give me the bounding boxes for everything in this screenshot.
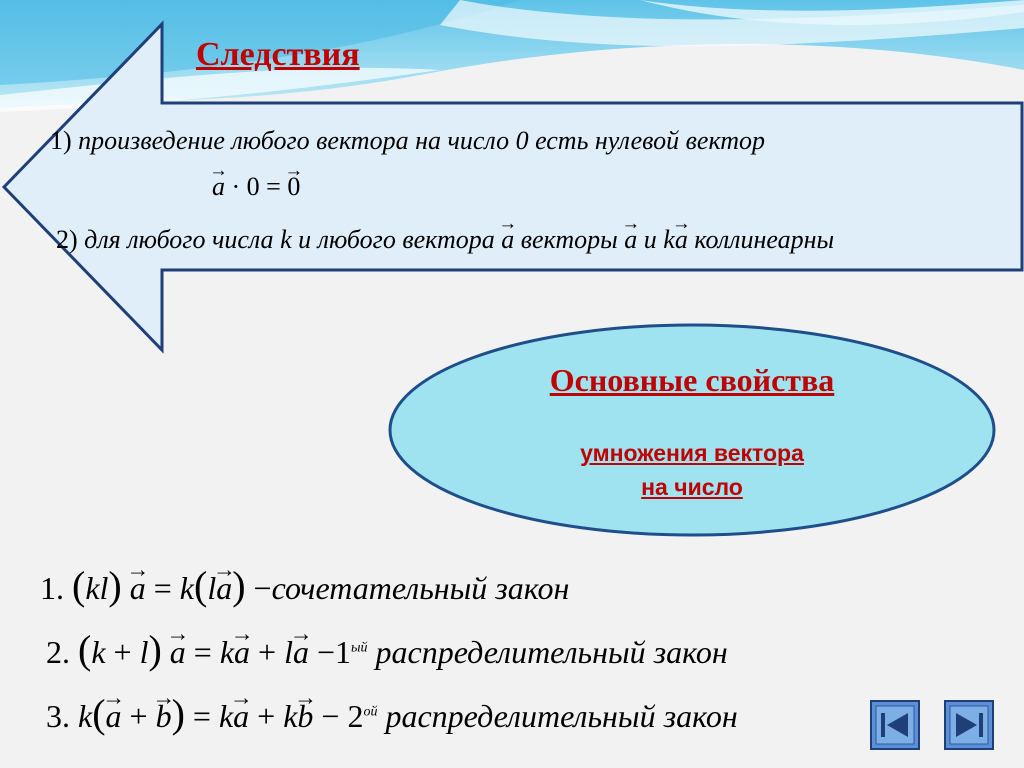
law-2-formula: (k + l) → a = k→ a + l→ a — [78, 634, 317, 670]
corollary-2-number: 2) — [56, 225, 78, 254]
zero-vector: → 0 — [287, 172, 300, 202]
vector-a: → a — [501, 225, 514, 255]
law-3: 3. k(→ a + → $b) = k\to a + k\to b - 2^{ой}$ распределительный закон — [46, 690, 738, 737]
properties-title: Основные свойства — [549, 362, 835, 398]
law-2: 2. $(k + l) \to a = k\to a + l\to a -1^{ый}$ распределительный закон — [46, 626, 728, 673]
law-1-name: сочетательный закон — [271, 570, 570, 606]
vector-a: → a — [624, 225, 637, 255]
slide-title: Следствия — [196, 36, 360, 73]
corollary-2-text-3: векторы — [520, 225, 618, 254]
corollary-1-number: 1) — [50, 126, 72, 155]
number-k: k — [663, 225, 675, 254]
law-3-suffix: ой — [363, 704, 378, 720]
corollary-2-text-2: и любого вектора — [298, 225, 495, 254]
equals-sign: = — [266, 172, 281, 201]
zero-number: 0 — [246, 172, 260, 201]
number-k: k — [280, 225, 292, 254]
vector-a: → a — [675, 225, 688, 255]
law-2-number: 2. — [46, 634, 70, 670]
law-3-order: 2 — [347, 698, 364, 734]
next-slide-button[interactable] — [944, 700, 994, 750]
properties-subtitle-line-2: на число — [641, 474, 743, 500]
prev-slide-button[interactable] — [870, 700, 920, 750]
properties-subtitle-line-1: умножения вектора — [580, 440, 804, 466]
zero-product-formula — [212, 172, 300, 202]
vector-a: → a — [212, 172, 225, 202]
law-3-formula: k(→ a + → b) = k→ a + k→ b — [78, 698, 321, 734]
corollary-1 — [50, 126, 765, 156]
corollary-2-text-4: и — [643, 225, 657, 254]
law-2-order: 1 — [335, 634, 352, 670]
corollary-2 — [56, 225, 834, 255]
law-1: 1. (kl) → a = k(l→ a) −сочетательный закон — [40, 562, 569, 609]
law-2-suffix: ый — [351, 640, 368, 656]
dot-operator: · — [231, 172, 241, 201]
law-2-name: распределительный закон — [375, 634, 728, 670]
law-1-formula: (kl) → a = k(l→ a) — [72, 570, 254, 606]
corollary-2-text-5: коллинеарны — [694, 225, 835, 254]
next-slide-icon — [944, 700, 994, 750]
prev-slide-icon — [870, 700, 920, 750]
corollary-2-text-1: для любого числа — [84, 225, 274, 254]
law-3-name: распределительный закон — [385, 698, 738, 734]
law-3-number: 3. — [46, 698, 70, 734]
law-1-number: 1. — [40, 570, 64, 606]
corollary-1-text: произведение любого вектора на число 0 есть нулевой вектор — [78, 126, 766, 155]
